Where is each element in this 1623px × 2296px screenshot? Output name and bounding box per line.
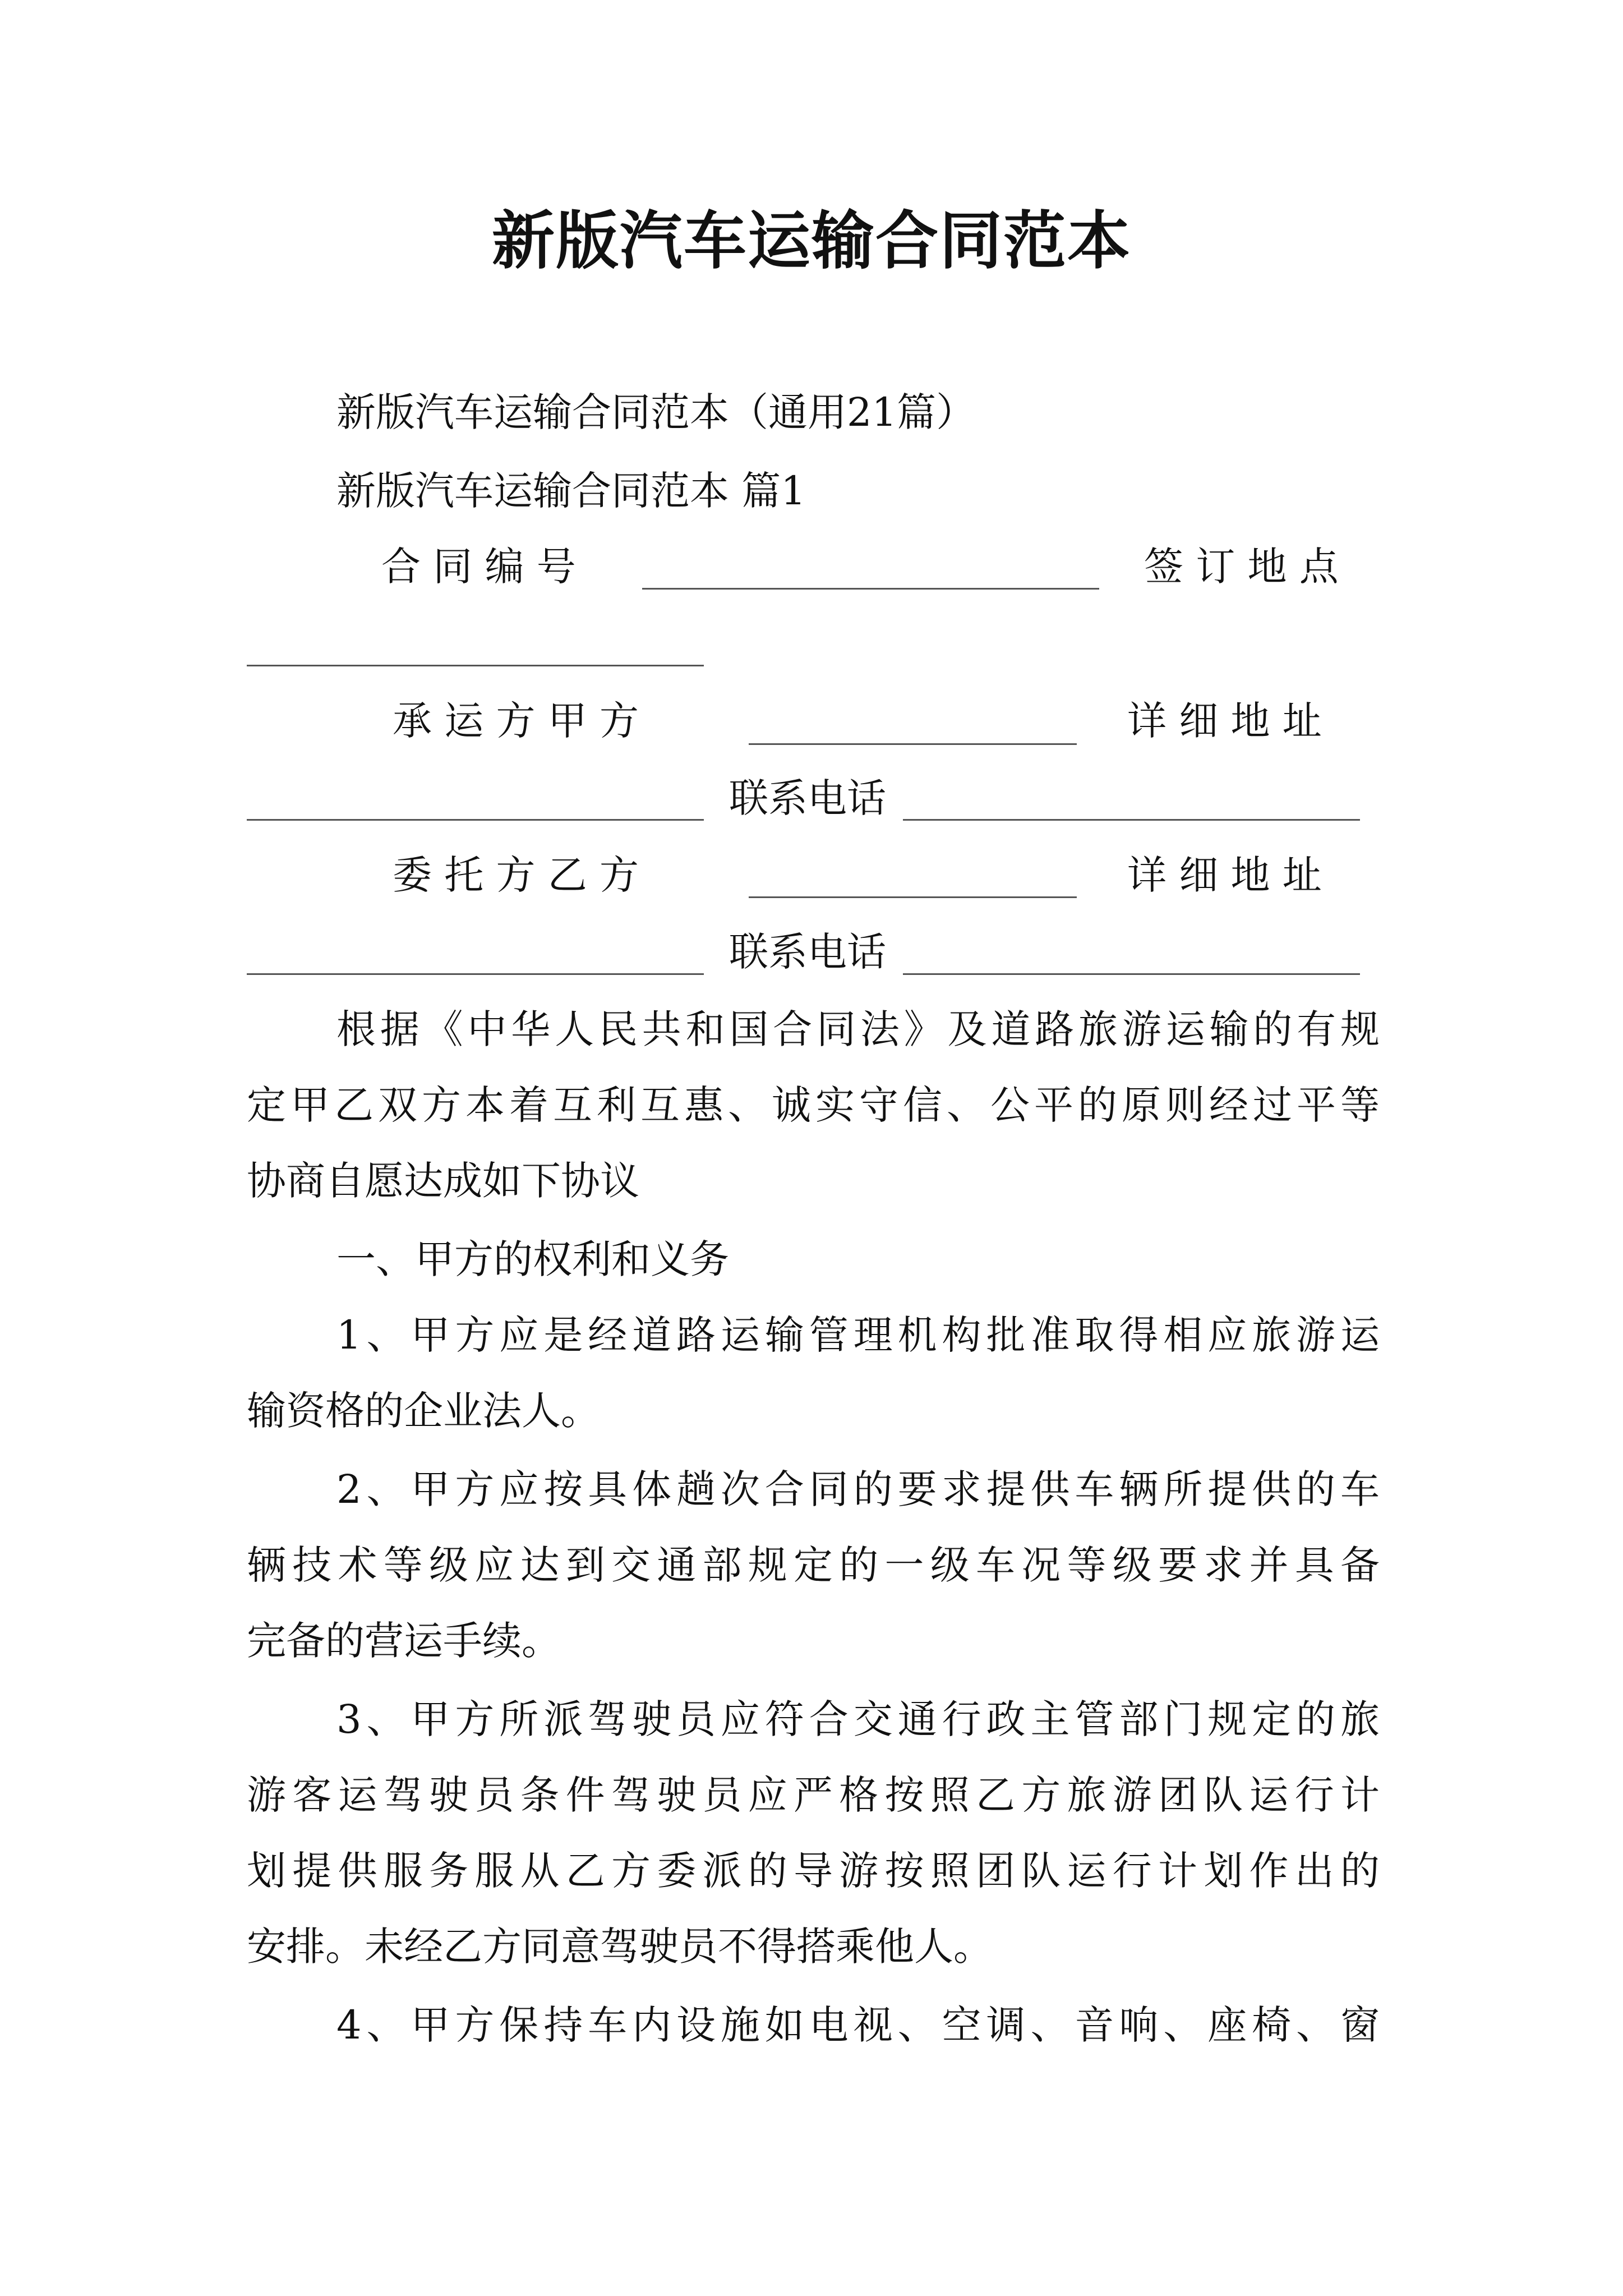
document-subtitle: 新版汽车运输合同范本（通用21篇）	[336, 389, 976, 435]
clause3-line: 3、甲方所派驾驶员应符合交通行政主管部门规定的旅	[336, 1696, 1380, 1742]
carrier-blank	[749, 743, 1077, 745]
carrier-address-blank	[247, 819, 704, 821]
clause1-line: 1、甲方应是经道路运输管理机构批准取得相应旅游运	[336, 1312, 1380, 1358]
client-label: 委 托 方 乙 方	[393, 852, 639, 898]
client-blank	[749, 896, 1077, 898]
clause3-line: 游客运驾驶员条件驾驶员应严格按照乙方旅游团队运行计	[247, 1772, 1380, 1818]
clause3-line: 划提供服务服从乙方委派的导游按照团队运行计划作出的	[247, 1848, 1380, 1894]
clause2-line: 完备的营运手续。	[247, 1618, 561, 1664]
contract-no-label: 合 同 编 号	[381, 544, 576, 590]
document-title: 新版汽车运输合同范本	[492, 204, 1131, 278]
carrier-label: 承 运 方 甲 方	[393, 698, 639, 744]
intro-line: 协商自愿达成如下协议	[247, 1158, 639, 1204]
sign-place-label: 签 订 地 点	[1144, 544, 1339, 590]
sign-place-blank	[247, 665, 704, 666]
carrier-address-label: 详 细 地 址	[1127, 698, 1322, 744]
intro-line: 根据《中华人民共和国合同法》及道路旅游运输的有规	[336, 1006, 1380, 1052]
section-heading: 新版汽车运输合同范本 篇1	[336, 468, 806, 514]
intro-line: 定甲乙双方本着互利互惠、诚实守信、公平的原则经过平等	[247, 1082, 1380, 1128]
article1-heading: 一、甲方的权利和义务	[336, 1236, 729, 1282]
contract-no-blank	[642, 588, 1099, 590]
client-address-blank	[247, 973, 704, 975]
client-phone-blank	[903, 973, 1360, 975]
client-address-label: 详 细 地 址	[1127, 852, 1322, 898]
clause4-line: 4、甲方保持车内设施如电视、空调、音响、座椅、窗	[336, 2002, 1380, 2048]
clause3-line: 安排。未经乙方同意驾驶员不得搭乘他人。	[247, 1924, 993, 1970]
carrier-phone-blank	[903, 819, 1360, 821]
clause1-line: 输资格的企业法人。	[247, 1388, 600, 1434]
carrier-phone-label: 联系电话	[729, 775, 886, 821]
clause2-line: 2、甲方应按具体趟次合同的要求提供车辆所提供的车	[336, 1466, 1380, 1512]
client-phone-label: 联系电话	[729, 929, 886, 975]
clause2-line: 辆技术等级应达到交通部规定的一级车况等级要求并具备	[247, 1542, 1380, 1588]
